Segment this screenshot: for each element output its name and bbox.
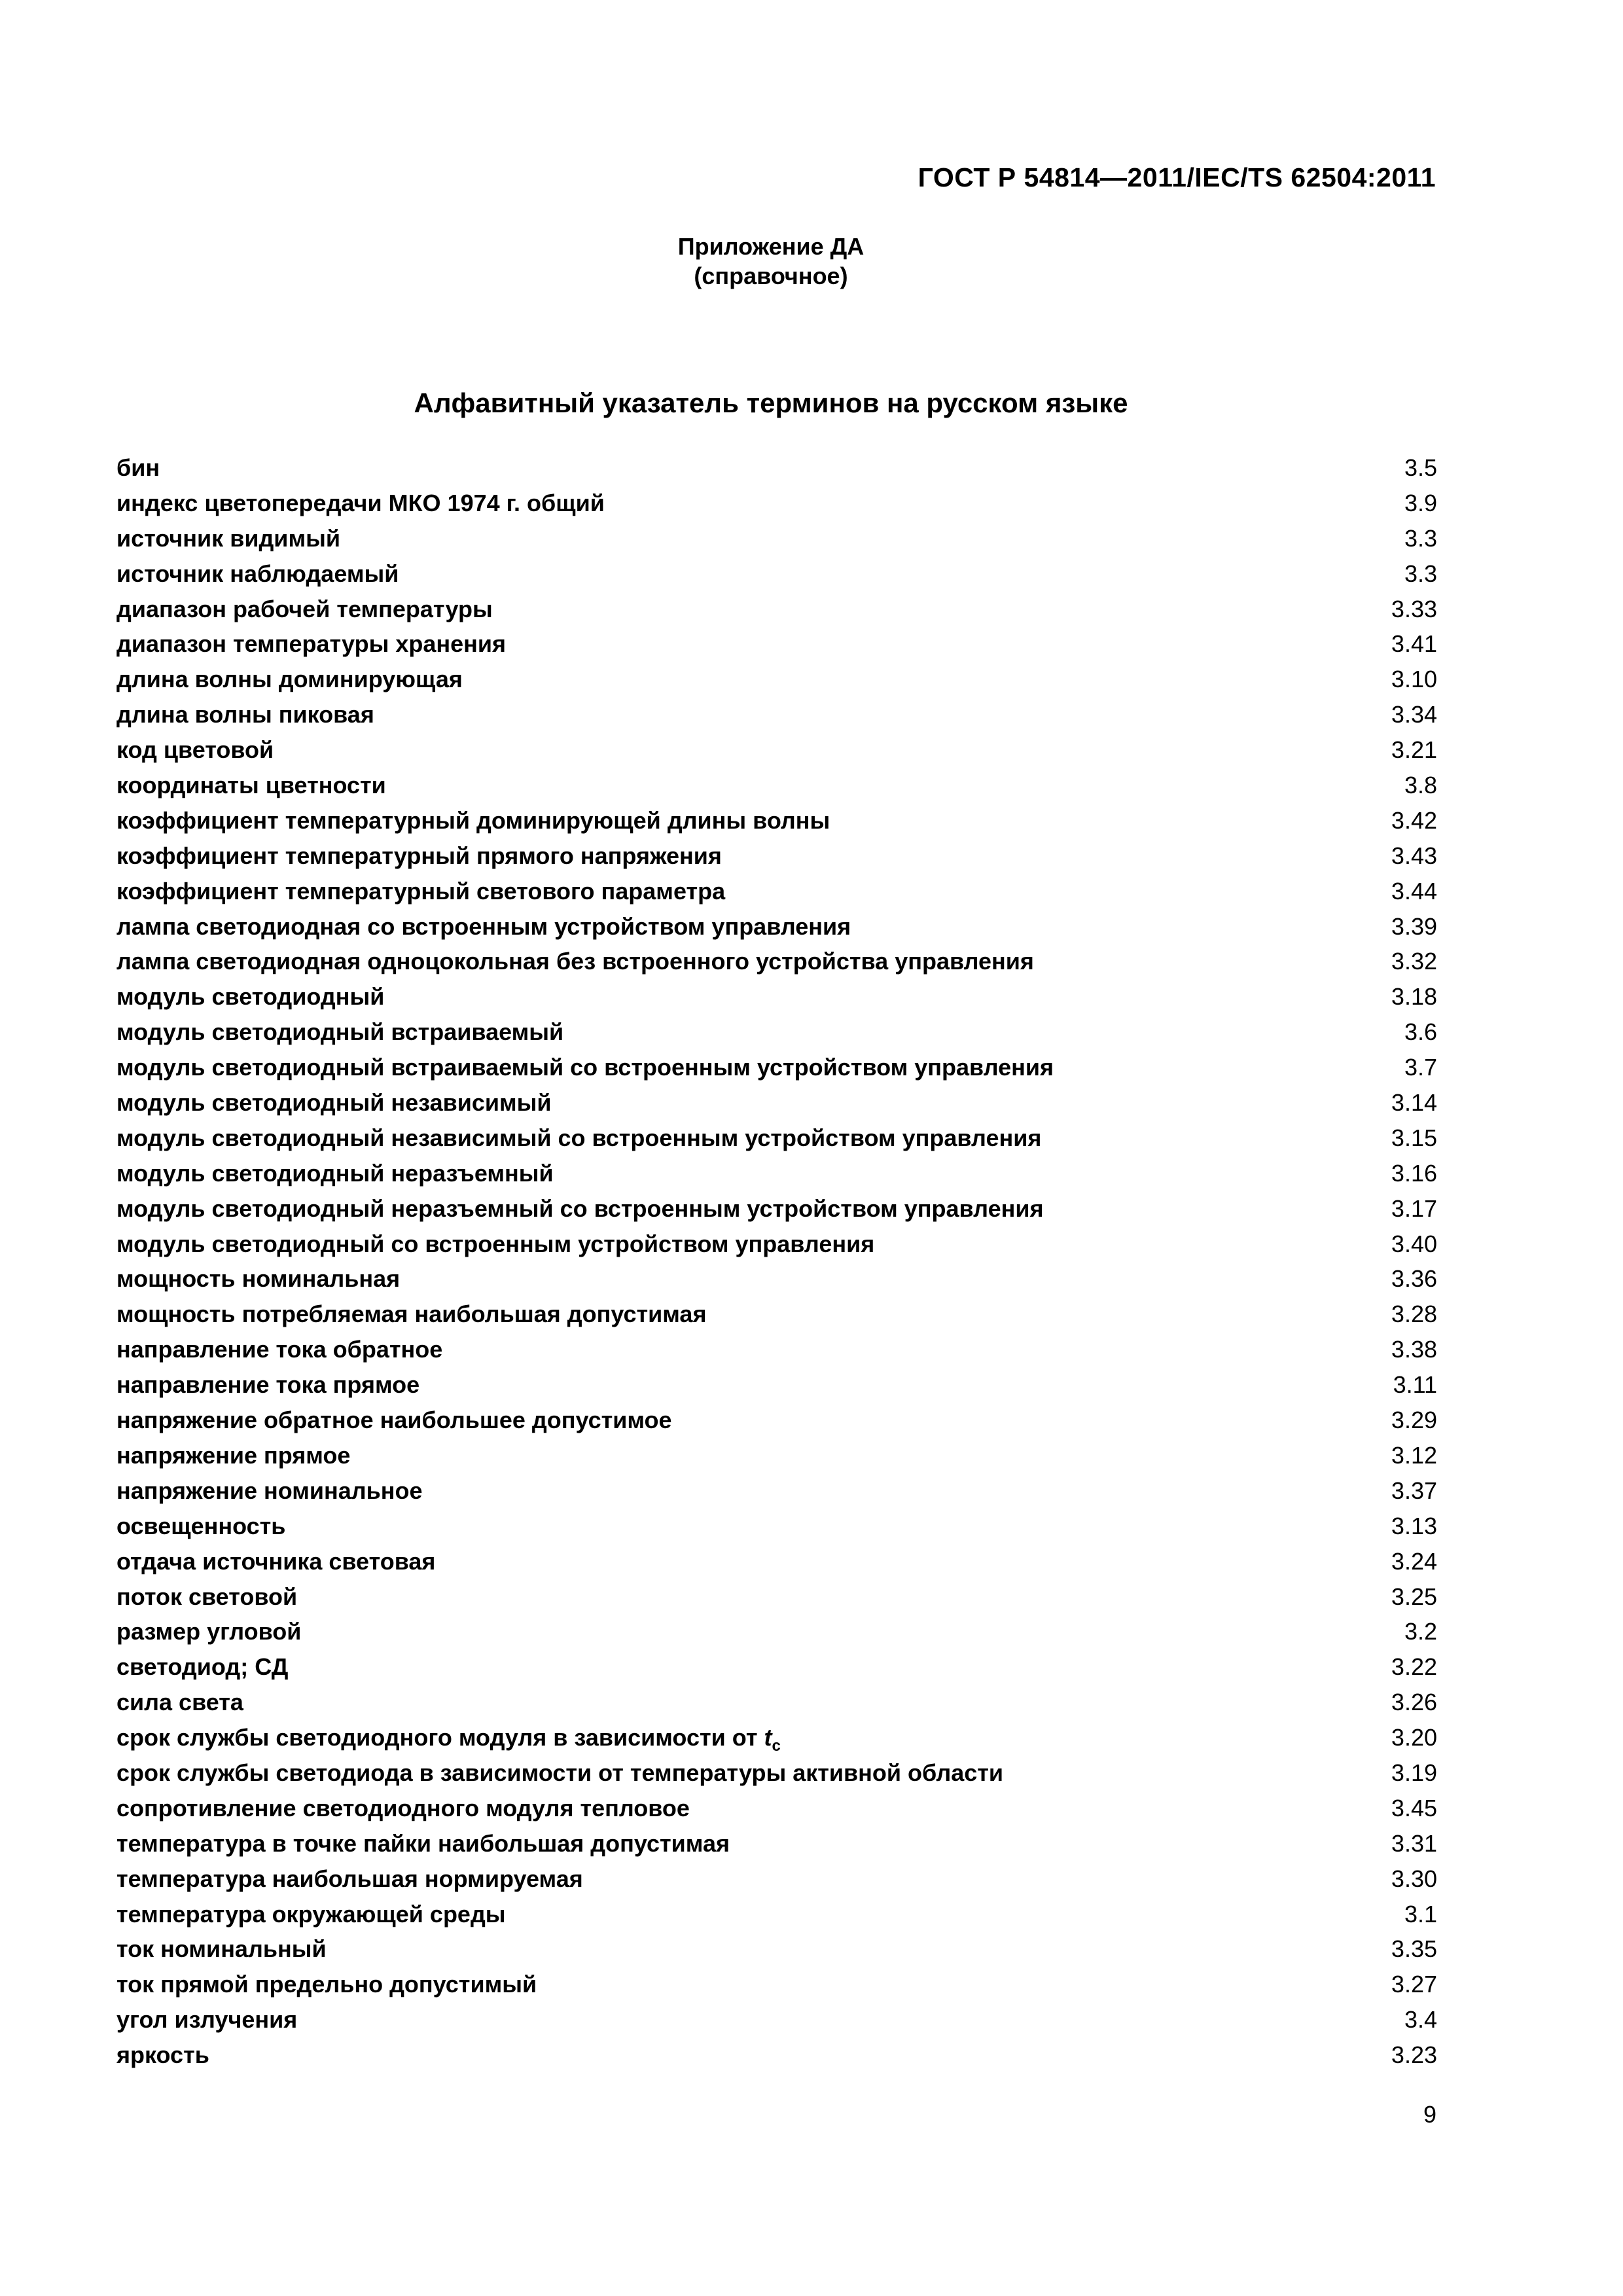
index-entry [116, 1442, 1437, 1477]
index-clause-ref: 3.16 [1391, 1159, 1437, 1187]
index-clause-ref: 3.21 [1391, 736, 1437, 764]
index-clause-ref: 3.25 [1391, 1583, 1437, 1610]
index-term-label: длина волны пиковая [116, 701, 374, 728]
index-term-label: диапазон температуры хранения [116, 630, 507, 658]
index-term [116, 1124, 1041, 1152]
index-entry [116, 1689, 1437, 1724]
index-clause-ref: 3.42 [1391, 806, 1437, 834]
index-term-label: мощность номинальная [116, 1265, 401, 1293]
index-term [116, 878, 725, 905]
index-clause-ref: 3.44 [1391, 877, 1437, 905]
index-clause-ref: 3.23 [1391, 2041, 1437, 2069]
index-term-label: угол излучения [116, 2006, 298, 2034]
index-term [116, 2041, 209, 2069]
index-clause-ref: 3.1 [1404, 1900, 1437, 1928]
index-term [116, 842, 722, 870]
index-entry [116, 1336, 1437, 1371]
index-term-label: модуль светодиодный независимый со встроенным устройством управления [116, 1124, 1042, 1151]
index-term-label: направление тока обратное [116, 1336, 443, 1363]
index-term-label: бин [116, 454, 160, 481]
index-term-label: длина волны доминирующая [116, 666, 463, 693]
page-number: 9 [1423, 2101, 1436, 2128]
index-term-label: лампа светодиодная со встроенным устройством управления [116, 912, 851, 940]
index-entry [116, 842, 1437, 878]
index-entry [116, 1195, 1437, 1230]
index-clause-ref: 3.41 [1391, 630, 1437, 658]
index-clause-ref: 3.13 [1391, 1512, 1437, 1539]
index-term-label: ток номинальный [116, 1935, 327, 1963]
index-clause-ref: 3.3 [1404, 560, 1437, 587]
index-clause-ref: 3.26 [1391, 1689, 1437, 1716]
index-clause-ref: 3.7 [1404, 1054, 1437, 1081]
index-entry [116, 2041, 1437, 2077]
index-term [116, 596, 493, 623]
index-term [116, 1865, 583, 1893]
index-term-label: ток прямой предельно допустимый [116, 1971, 537, 1998]
index-term-label: температура окружающей среды [116, 1900, 506, 1928]
annex-title: Приложение ДА [677, 233, 865, 260]
index-clause-ref: 3.39 [1391, 912, 1437, 940]
index-term-label: светодиод; СД [116, 1653, 289, 1681]
index-term-label: поток световой [116, 1583, 298, 1610]
index-entry [116, 1583, 1437, 1619]
index-term-label: сопротивление светодиодного модуля тепловое [116, 1794, 690, 1821]
index-entry [116, 560, 1437, 596]
index-term [116, 1018, 563, 1046]
index-clause-ref: 3.40 [1391, 1230, 1437, 1257]
index-clause-ref: 3.43 [1391, 842, 1437, 869]
index-term [116, 1407, 672, 1434]
index-entry [116, 807, 1437, 842]
index-term [116, 1300, 706, 1328]
index-clause-ref: 3.15 [1391, 1124, 1437, 1151]
index-entry [116, 525, 1437, 560]
index-term-label: координаты цветности [116, 772, 386, 799]
index-term [116, 1724, 781, 1755]
index-term [116, 1971, 537, 1998]
standard-number-header: ГОСТ Р 54814—2011/IEC/TS 62504:2011 [918, 162, 1436, 192]
index-term-label: температура в точке пайки наибольшая допустимая [116, 1829, 730, 1857]
index-entry [116, 1724, 1437, 1759]
index-entry [116, 1618, 1437, 1653]
index-term [116, 1195, 1043, 1223]
index-clause-ref: 3.5 [1404, 454, 1437, 481]
index-clause-ref: 3.10 [1391, 666, 1437, 693]
index-term-label: коэффициент температурный доминирующей длины волны [116, 806, 830, 834]
index-term [116, 1089, 552, 1117]
index-clause-ref: 3.12 [1391, 1441, 1437, 1469]
index-term-label: напряжение прямое [116, 1441, 351, 1469]
index-term [116, 2006, 297, 2034]
index-term-label: отдача источника световая [116, 1547, 436, 1575]
index-entry [116, 948, 1437, 983]
index-term [116, 983, 384, 1011]
index-term-label: направление тока прямое [116, 1371, 420, 1399]
index-term-label: срок службы светодиода в зависимости от температуры активной области [116, 1759, 1004, 1786]
index-term-label: напряжение номинальное [116, 1477, 423, 1504]
index-term [116, 1759, 1003, 1787]
index-entry [116, 1971, 1437, 2006]
index-term-label: температура наибольшая нормируемая [116, 1865, 583, 1892]
index-entry [116, 913, 1437, 948]
index-entry [116, 1935, 1437, 1971]
index-clause-ref: 3.20 [1391, 1724, 1437, 1751]
index-entry [116, 630, 1437, 666]
index-entry [116, 490, 1437, 525]
index-clause-ref: 3.17 [1391, 1194, 1437, 1222]
index-entry [116, 983, 1437, 1018]
index-term [116, 1336, 442, 1363]
index-entry [116, 1513, 1437, 1548]
index-term-label: модуль светодиодный встраиваемый со встроенным устройством управления [116, 1054, 1054, 1081]
index-entry [116, 454, 1437, 490]
index-clause-ref: 3.19 [1391, 1759, 1437, 1786]
index-term-label: модуль светодиодный [116, 983, 385, 1011]
index-entry [116, 1795, 1437, 1830]
index-term-label: источник наблюдаемый [116, 560, 399, 587]
index-term [116, 701, 374, 728]
index-clause-ref: 3.9 [1404, 489, 1437, 516]
index-entry [116, 1300, 1437, 1336]
index-clause-ref: 3.18 [1391, 983, 1437, 1011]
index-clause-ref: 3.34 [1391, 701, 1437, 728]
index-term [116, 948, 1034, 975]
index-clause-ref: 3.31 [1391, 1829, 1437, 1857]
index-entry [116, 1901, 1437, 1936]
index-term [116, 1583, 297, 1611]
index-term-label: напряжение обратное наибольшее допустимое [116, 1407, 672, 1434]
index-clause-ref: 3.36 [1391, 1265, 1437, 1293]
index-term-label: модуль светодиодный неразъемный [116, 1159, 554, 1187]
index-entry [116, 1477, 1437, 1513]
index-term-label: сила света [116, 1689, 243, 1716]
index-term [116, 454, 160, 482]
index-clause-ref: 3.28 [1391, 1300, 1437, 1328]
index-entry [116, 1759, 1437, 1795]
index-term-label: модуль светодиодный неразъемный со встроенным устройством управления [116, 1194, 1044, 1222]
index-clause-ref: 3.14 [1391, 1089, 1437, 1117]
index-term-label: мощность потребляемая наибольшая допустимая [116, 1300, 707, 1328]
index-entry [116, 701, 1437, 736]
index-clause-ref: 3.3 [1404, 524, 1437, 552]
index-entry [116, 1653, 1437, 1689]
index-clause-ref: 3.6 [1404, 1018, 1437, 1046]
index-term [116, 1901, 506, 1928]
index-clause-ref: 3.30 [1391, 1865, 1437, 1892]
index-term-label: модуль светодиодный встраиваемый [116, 1018, 564, 1046]
index-clause-ref: 3.11 [1393, 1371, 1437, 1399]
index-term [116, 1054, 1054, 1081]
index-term [116, 1265, 400, 1293]
index-entry [116, 772, 1437, 807]
index-term [116, 1442, 350, 1469]
index-entry [116, 736, 1437, 772]
index-term-label: модуль светодиодный со встроенным устройством управления [116, 1230, 875, 1257]
index-clause-ref: 3.35 [1391, 1935, 1437, 1963]
index-term [116, 772, 386, 799]
index-term [116, 1230, 874, 1258]
index-clause-ref: 3.4 [1404, 2006, 1437, 2034]
index-term [116, 630, 506, 658]
index-entry [116, 1371, 1437, 1407]
index-term [116, 1371, 419, 1399]
index-term [116, 1653, 288, 1681]
index-term-label: освещенность [116, 1512, 286, 1539]
index-clause-ref: 3.8 [1404, 772, 1437, 799]
index-entry [116, 1054, 1437, 1089]
index-term-label: размер угловой [116, 1618, 302, 1645]
index-term-label: срок службы светодиодного модуля в зависимости от [116, 1724, 764, 1751]
index-term [116, 1795, 690, 1822]
index-term [116, 1935, 327, 1963]
index-term [116, 913, 851, 941]
index-term [116, 736, 274, 764]
index-entry [116, 1548, 1437, 1583]
index-term [116, 1689, 243, 1716]
index-entry [116, 596, 1437, 631]
index-term-label: код цветовой [116, 736, 274, 764]
term-index-list [116, 454, 1437, 2077]
index-title: Алфавитный указатель терминов на русском языке [414, 387, 1128, 418]
index-term-subscript: c [772, 1737, 781, 1755]
index-term [116, 807, 830, 834]
index-term-label: яркость [116, 2041, 209, 2069]
index-clause-ref: 3.24 [1391, 1547, 1437, 1575]
index-clause-ref: 3.22 [1391, 1653, 1437, 1681]
index-entry [116, 666, 1437, 701]
index-term-label: коэффициент температурный светового параметра [116, 877, 726, 905]
index-entry [116, 878, 1437, 913]
index-clause-ref: 3.2 [1404, 1618, 1437, 1645]
index-term [116, 525, 340, 552]
index-term [116, 1830, 730, 1857]
index-term [116, 1618, 301, 1645]
index-term [116, 1477, 423, 1505]
index-term [116, 1548, 435, 1575]
index-term-label: диапазон рабочей температуры [116, 595, 493, 622]
index-entry [116, 1018, 1437, 1054]
index-entry [116, 2006, 1437, 2041]
index-term-label: коэффициент температурный прямого напряжения [116, 842, 722, 869]
index-entry [116, 1160, 1437, 1195]
index-term [116, 560, 399, 588]
index-term-label: модуль светодиодный независимый [116, 1089, 552, 1117]
index-term-label: индекс цветопередачи МКО 1974 г. общий [116, 489, 605, 516]
index-entry [116, 1865, 1437, 1901]
index-term [116, 666, 463, 693]
index-term-label: источник видимый [116, 524, 340, 552]
index-term [116, 1160, 554, 1187]
annex-status: (справочное) [694, 262, 848, 289]
index-clause-ref: 3.37 [1391, 1477, 1437, 1504]
index-entry [116, 1407, 1437, 1442]
index-clause-ref: 3.27 [1391, 1971, 1437, 1998]
index-entry [116, 1230, 1437, 1266]
index-clause-ref: 3.32 [1391, 948, 1437, 975]
index-term-label: лампа светодиодная одноцокольная без встроенного устройства управления [116, 948, 1034, 975]
index-entry [116, 1265, 1437, 1300]
annex-heading [0, 232, 1542, 291]
index-clause-ref: 3.33 [1391, 595, 1437, 622]
index-term [116, 490, 605, 517]
index-entry [116, 1124, 1437, 1160]
index-clause-ref: 3.38 [1391, 1336, 1437, 1363]
index-entry [116, 1089, 1437, 1124]
index-entry [116, 1830, 1437, 1865]
index-clause-ref: 3.29 [1391, 1407, 1437, 1434]
index-term-variable: t [764, 1724, 772, 1751]
index-clause-ref: 3.45 [1391, 1794, 1437, 1821]
index-term [116, 1513, 285, 1540]
